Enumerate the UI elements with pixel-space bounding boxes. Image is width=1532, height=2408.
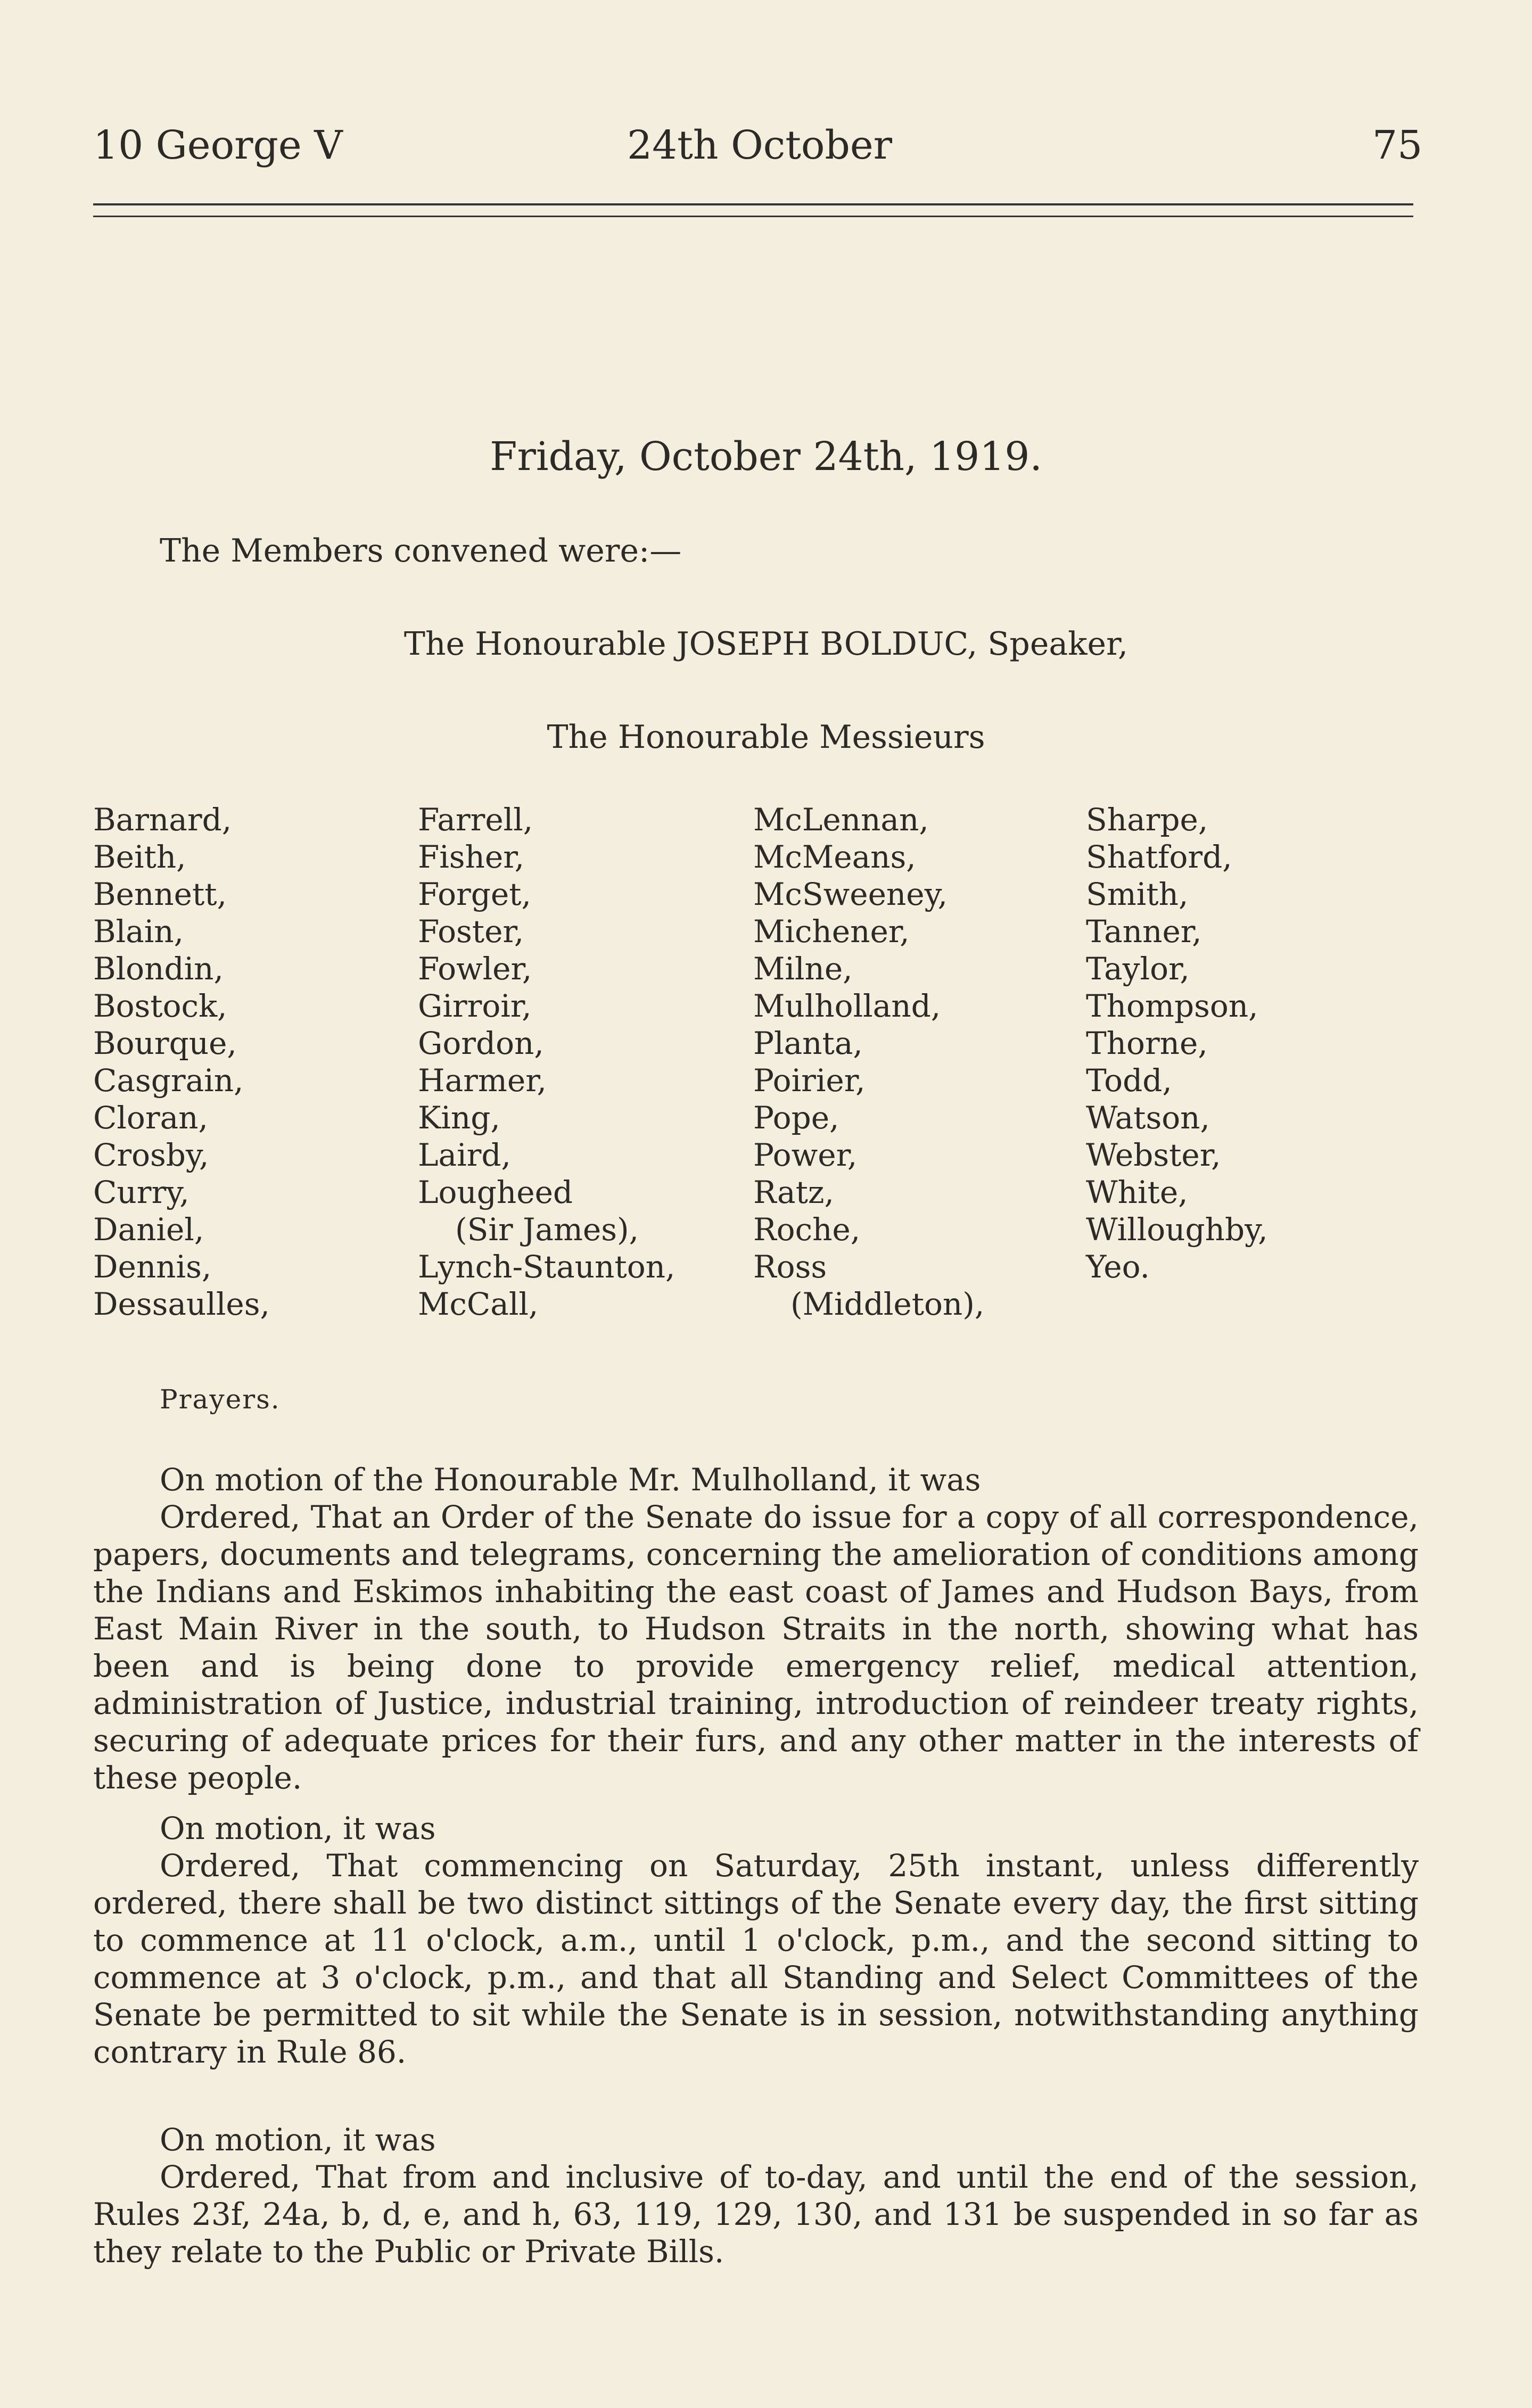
member-name: McCall, xyxy=(418,1286,539,1322)
header-regnal-year: 10 George V xyxy=(93,122,343,168)
member-name: Bourque, xyxy=(93,1025,237,1061)
member-name: Smith, xyxy=(1086,876,1189,912)
header-rule-bottom xyxy=(93,216,1413,217)
member-name: Laird, xyxy=(418,1137,511,1173)
member-name: Harmer, xyxy=(418,1062,547,1099)
member-name: Mulholland, xyxy=(753,988,941,1024)
motion-paragraph xyxy=(93,2121,1419,2270)
member-name: Yeo. xyxy=(1086,1249,1150,1285)
member-name: Poirier, xyxy=(753,1062,866,1099)
member-name: Watson, xyxy=(1086,1100,1210,1136)
order-text: Ordered, That commencing on Saturday, 25th instant, unless differently ordered, there shall be two distinct sittings of the Senate every day, the first sitting to commence at 11 o'clock, a.m., until 1 o'clock, p.m., and the second sitting to commence at 3 o'clock, p.m., and that all Standing and Select Committees of the Senate be permitted to sit while the Senate is in session, notwithstanding anything contrary in Rule 86. xyxy=(93,1848,1419,2070)
member-name: Blain, xyxy=(93,913,184,950)
member-name: Fisher, xyxy=(418,839,525,875)
member-name: Sharpe, xyxy=(1086,802,1208,838)
member-name: Shatford, xyxy=(1086,839,1232,875)
member-name: Michener, xyxy=(753,913,910,950)
member-name: Milne, xyxy=(753,951,853,987)
member-name: (Middleton), xyxy=(790,1286,985,1322)
member-name: Roche, xyxy=(753,1211,861,1248)
member-name: Tanner, xyxy=(1086,913,1202,950)
member-name: Barnard, xyxy=(93,802,232,838)
header-rule-top xyxy=(93,203,1413,205)
messieurs-line: The Honourable Messieurs xyxy=(547,719,985,756)
order-text: Ordered, That from and inclusive of to-day, and until the end of the session, Rules 23f, 24a, b, d, e, and h, 63, 119, 129, 130, and 131 be suspended in so far as they relate to the Public or Private Bills. xyxy=(93,2159,1419,2270)
member-name: White, xyxy=(1086,1174,1188,1210)
member-name: McLennan, xyxy=(753,802,929,838)
member-name: Foster, xyxy=(418,913,524,950)
member-name: Dennis, xyxy=(93,1249,212,1285)
member-name: McMeans, xyxy=(753,839,916,875)
member-name: Casgrain, xyxy=(93,1062,244,1099)
member-name: Girroir, xyxy=(418,988,532,1024)
member-name: Curry, xyxy=(93,1174,190,1210)
member-name: Planta, xyxy=(753,1025,863,1061)
motion-paragraph xyxy=(93,1810,1419,2071)
member-name: Thorne, xyxy=(1086,1025,1208,1061)
member-name: Willoughby, xyxy=(1086,1211,1268,1248)
member-name: Lougheed xyxy=(418,1174,573,1210)
header-date: 24th October xyxy=(627,122,893,168)
members-column-4 xyxy=(1086,801,1268,1285)
member-name: Bostock, xyxy=(93,988,227,1024)
convened-line: The Members convened were:— xyxy=(160,532,682,570)
member-name: Blondin, xyxy=(93,951,224,987)
page-number: 75 xyxy=(1372,122,1423,168)
member-name: Lynch-Staunton, xyxy=(418,1249,676,1285)
member-name: Forget, xyxy=(418,876,531,912)
member-name: Dessaulles, xyxy=(93,1286,270,1322)
member-name: Taylor, xyxy=(1086,951,1190,987)
member-name: Crosby, xyxy=(93,1137,209,1173)
order-text: Ordered, That an Order of the Senate do issue for a copy of all correspondence, papers, documents and telegrams, concerning the amelioration of conditions among the Indians and Eskimos inhabiting the east coast of James and Hudson Bays, from East Main River in the south, to Hudson Straits in the north, showing what has been and is being done to provide emergency relief, medical attention, administration of Justice, industrial training, introduction of reindeer treaty rights, securing of adequate prices for their furs, and any other matter in the interests of these people. xyxy=(93,1499,1419,1796)
member-name: McSweeney, xyxy=(753,876,948,912)
member-name: Thompson, xyxy=(1086,988,1258,1024)
members-column-2 xyxy=(418,801,675,1323)
members-column-3 xyxy=(753,801,984,1323)
members-column-1 xyxy=(93,801,270,1323)
member-name: (Sir James), xyxy=(455,1211,639,1248)
member-name: King, xyxy=(418,1100,500,1136)
member-name: Daniel, xyxy=(93,1211,204,1248)
member-name: Beith, xyxy=(93,839,186,875)
member-name: Pope, xyxy=(753,1100,839,1136)
motion-intro: On motion, it was xyxy=(160,1810,436,1846)
member-name: Power, xyxy=(753,1137,858,1173)
member-name: Bennett, xyxy=(93,876,227,912)
member-name: Farrell, xyxy=(418,802,533,838)
member-name: Ratz, xyxy=(753,1174,834,1210)
member-name: Todd, xyxy=(1086,1062,1172,1099)
motion-intro: On motion, it was xyxy=(160,2122,436,2158)
speaker-line: The Honourable JOSEPH BOLDUC, Speaker, xyxy=(403,625,1129,663)
member-name: Gordon, xyxy=(418,1025,544,1061)
sitting-date-heading: Friday, October 24th, 1919. xyxy=(490,434,1042,480)
member-name: Ross xyxy=(753,1249,827,1285)
member-name: Fowler, xyxy=(418,951,532,987)
prayers-heading: Prayers. xyxy=(160,1384,281,1415)
member-name: Webster, xyxy=(1086,1137,1221,1173)
member-name: Cloran, xyxy=(93,1100,208,1136)
motion-paragraph xyxy=(93,1461,1419,1796)
motion-intro: On motion of the Honourable Mr. Mulholland, it was xyxy=(160,1462,981,1498)
